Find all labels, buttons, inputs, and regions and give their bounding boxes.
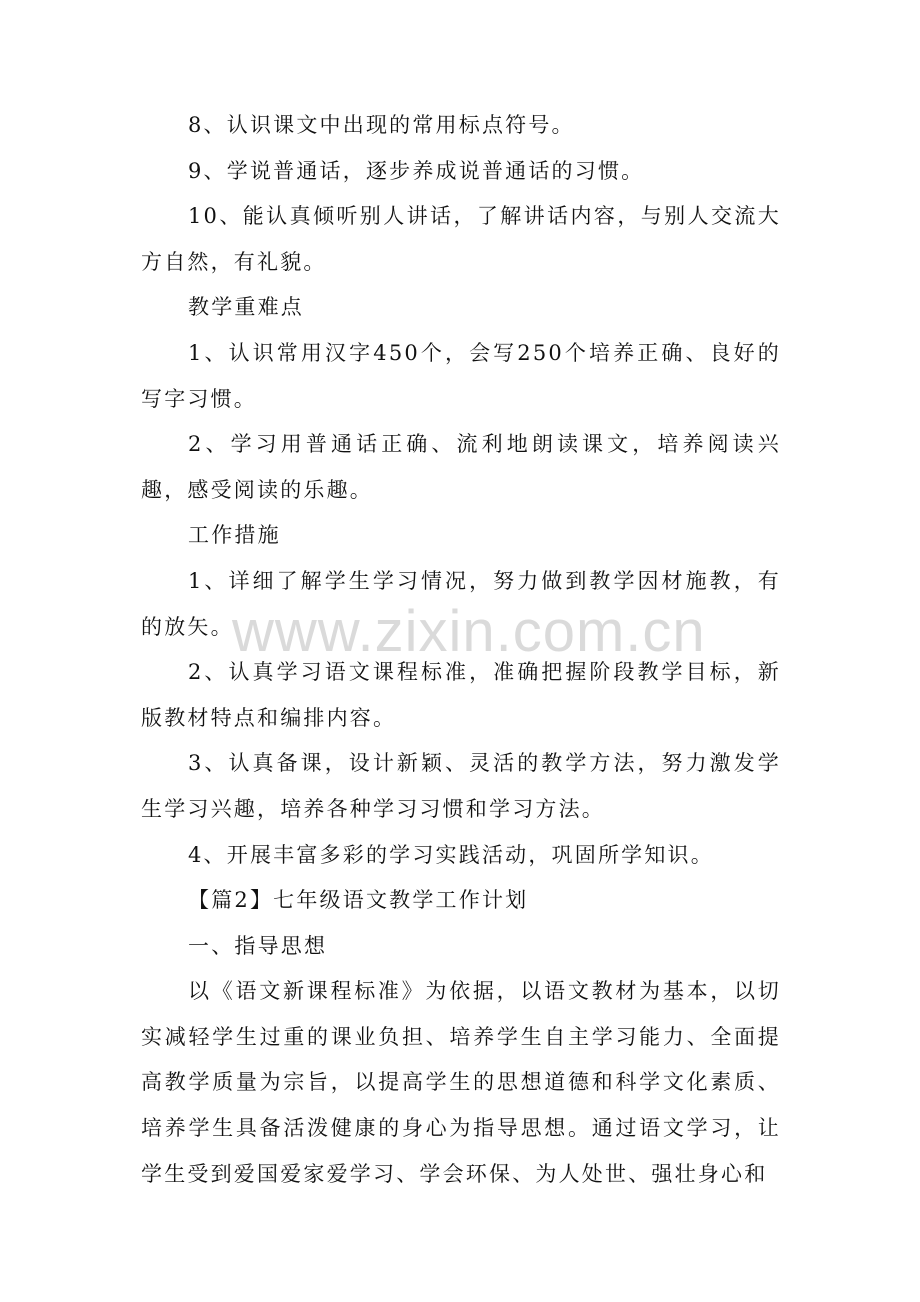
watermark-text: www.zixin.com.cn	[232, 599, 706, 664]
section-heading-key-points: 教学重难点	[188, 295, 304, 320]
section-title-article-2: 【篇2】七年级语文教学工作计划	[188, 888, 529, 913]
document-body	[141, 103, 781, 1197]
paragraph-key-point-1: 1、认识常用汉字450个，会写250个培养正确、良好的写字习惯。	[141, 340, 781, 411]
section-heading-guiding-thought: 一、指导思想	[188, 933, 328, 958]
paragraph-item-8: 8、认识课文中出现的常用标点符号。	[188, 113, 575, 137]
paragraph-item-10: 10、能认真倾听别人讲话，了解讲话内容，与别人交流大方自然，有礼貌。	[141, 204, 781, 274]
paragraph-measure-4: 4、开展丰富多彩的学习实践活动，巩固所学知识。	[188, 842, 714, 867]
paragraph-measure-2: 2、认真学习语文课程标准，准确把握阶段教学目标，新版教材特点和编排内容。	[141, 660, 781, 730]
paragraph-measure-3: 3、认真备课，设计新颖、灵活的教学方法，努力激发学生学习兴趣，培养各种学习习惯和学习方法。	[141, 751, 781, 821]
paragraph-measure-1: 1、详细了解学生学习情况，努力做到教学因材施教，有的放矢。	[141, 568, 781, 639]
section-heading-measures: 工作措施	[188, 523, 281, 548]
paragraph-guiding-thought: 以《语文新课程标准》为依据，以语文教材为基本，以切实减轻学生过重的课业负担、培养学生自主学习能力、全面提高教学质量为宗旨，以提高学生的思想道德和科学文化素质、培养学生具备活泼健康的身心为指导思想。通过语文学习，让学生受到爱国爱家爱学习、学会环保、为人处世、强壮身心和	[141, 979, 781, 1186]
paragraph-key-point-2: 2、学习用普通话正确、流利地朗读课文，培养阅读兴趣，感受阅读的乐趣。	[141, 432, 781, 502]
paragraph-item-9: 9、学说普通话，逐步养成说普通话的习惯。	[188, 158, 645, 183]
